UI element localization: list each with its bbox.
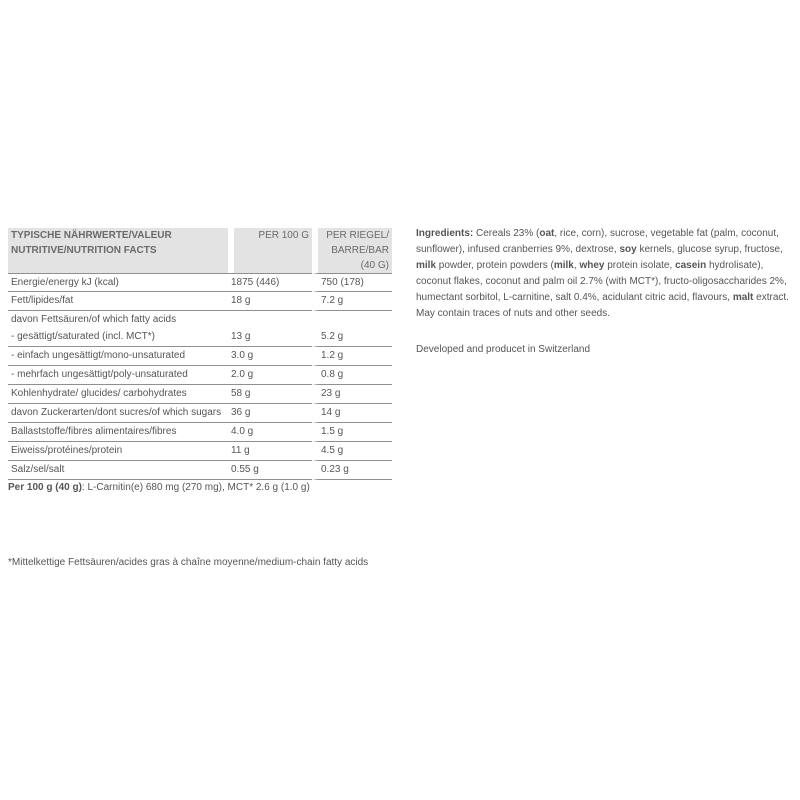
ingredients-part: extract. May contain traces of nuts and other seeds. (416, 292, 789, 319)
row-label: Fett/lipides/fat (8, 291, 228, 310)
per-100g-note-bold: Per 100 g (40 g) (8, 482, 82, 493)
row-value-per-100g: 11 g (228, 441, 312, 460)
table-row (8, 384, 392, 403)
table-row (8, 346, 392, 365)
row-label: Ballaststoffe/fibres alimentaires/fibres (8, 422, 228, 441)
row-label: - mehrfach ungesättigt/poly-unsaturated (8, 365, 228, 384)
row-value-per-bar: 0.23 g (312, 460, 392, 480)
row-label: davon Fettsäuren/of which fatty acids (8, 310, 228, 328)
row-value-per-100g (228, 310, 312, 328)
table-row (8, 460, 392, 480)
allergen-milk: milk (553, 260, 574, 271)
header-nutrition-facts: TYPISCHE NÄHRWERTE/VALEUR NUTRITIVE/NUTRITION FACTS (8, 228, 228, 273)
row-label: Kohlenhydrate/ glucides/ carbohydrates (8, 384, 228, 403)
allergen-casein: casein (675, 260, 707, 271)
row-value-per-bar: 23 g (312, 384, 392, 403)
row-label: Energie/energy kJ (kcal) (8, 273, 228, 291)
mct-footnote: *Mittelkettige Fettsäuren/acides gras à chaîne moyenne/medium-chain fatty acids (8, 557, 369, 568)
per-100g-note-text: : L-Carnitin(e) 680 mg (270 mg), MCT* 2.6 g (1.0 g) (81, 482, 310, 493)
row-value-per-100g: 4.0 g (228, 422, 312, 441)
table-row (8, 291, 392, 310)
allergen-oat: oat (539, 228, 555, 239)
row-value-per-100g: 18 g (228, 291, 312, 310)
ingredients-part: Cereals 23% ( (473, 228, 540, 239)
row-value-per-bar: 1.2 g (312, 346, 392, 365)
row-value-per-bar: 4.5 g (312, 441, 392, 460)
ingredients-text (416, 226, 798, 322)
table-row (8, 310, 392, 328)
table-row (8, 403, 392, 422)
table-row (8, 328, 392, 346)
ingredients-part: kernels, glucose syrup, fructose, (636, 244, 783, 255)
row-label: - gesättigt/saturated (incl. MCT*) (11, 331, 155, 342)
row-value-per-100g: 2.0 g (228, 365, 312, 384)
table-row (8, 422, 392, 441)
ingredients-part: hydrolisate), coconut flakes, coconut and palm oil 2.7% (with MCT*), fructo-oligosaccharides 2%, humectant sorbitol, L-carnitine, salt 0.4%, acidulant citric acid, flavours, (416, 260, 787, 303)
row-label: davon Zuckerarten/dont sucres/of which sugars (8, 403, 228, 422)
origin-statement: Developed and producet in Switzerland (416, 344, 590, 355)
table-header-row (8, 228, 392, 273)
allergen-milk: milk (416, 260, 437, 271)
row-label: - einfach ungesättigt/mono-unsaturated (8, 346, 228, 365)
row-value-per-100g: 58 g (228, 384, 312, 403)
row-value-per-bar: 750 (178) (312, 273, 392, 291)
ingredients-part: , rice, corn), sucrose, vegetable fat (palm, coconut, sunflower), infused cranberries 9%, dextrose, (416, 228, 779, 255)
row-label: Eiweiss/protéines/protein (8, 441, 228, 460)
ingredients-heading: Ingredients: (416, 228, 474, 239)
row-value-per-100g: 13 g (231, 331, 251, 342)
per-100g-note (8, 481, 392, 495)
allergen-whey: whey (579, 260, 605, 271)
nutrition-table (8, 228, 392, 480)
row-value-per-bar: 5.2 g (312, 328, 392, 346)
row-value-per-bar: 0.8 g (312, 365, 392, 384)
header-per-100g: PER 100 G (228, 228, 312, 273)
nutrition-facts-panel (8, 228, 392, 495)
row-value-per-bar (312, 310, 392, 328)
ingredients-part: powder, protein powders ( (436, 260, 554, 271)
row-label: Salz/sel/salt (8, 460, 228, 480)
row-value-per-100g: 0.55 g (228, 460, 312, 480)
allergen-soy: soy (619, 244, 637, 255)
ingredients-part: protein isolate, (604, 260, 676, 271)
row-value-per-bar: 7.2 g (312, 291, 392, 310)
row-value-per-100g: 1875 (446) (228, 273, 312, 291)
row-value-per-100g: 36 g (228, 403, 312, 422)
allergen-malt: malt (732, 292, 754, 303)
table-row (8, 273, 392, 291)
row-value-per-100g: 3.0 g (228, 346, 312, 365)
row-value-per-bar: 14 g (312, 403, 392, 422)
ingredients-part: , (573, 260, 580, 271)
header-per-bar: PER RIEGEL/ BARRE/BAR (40 G) (312, 228, 392, 273)
table-row (8, 365, 392, 384)
table-row (8, 441, 392, 460)
row-value-per-bar: 1.5 g (312, 422, 392, 441)
